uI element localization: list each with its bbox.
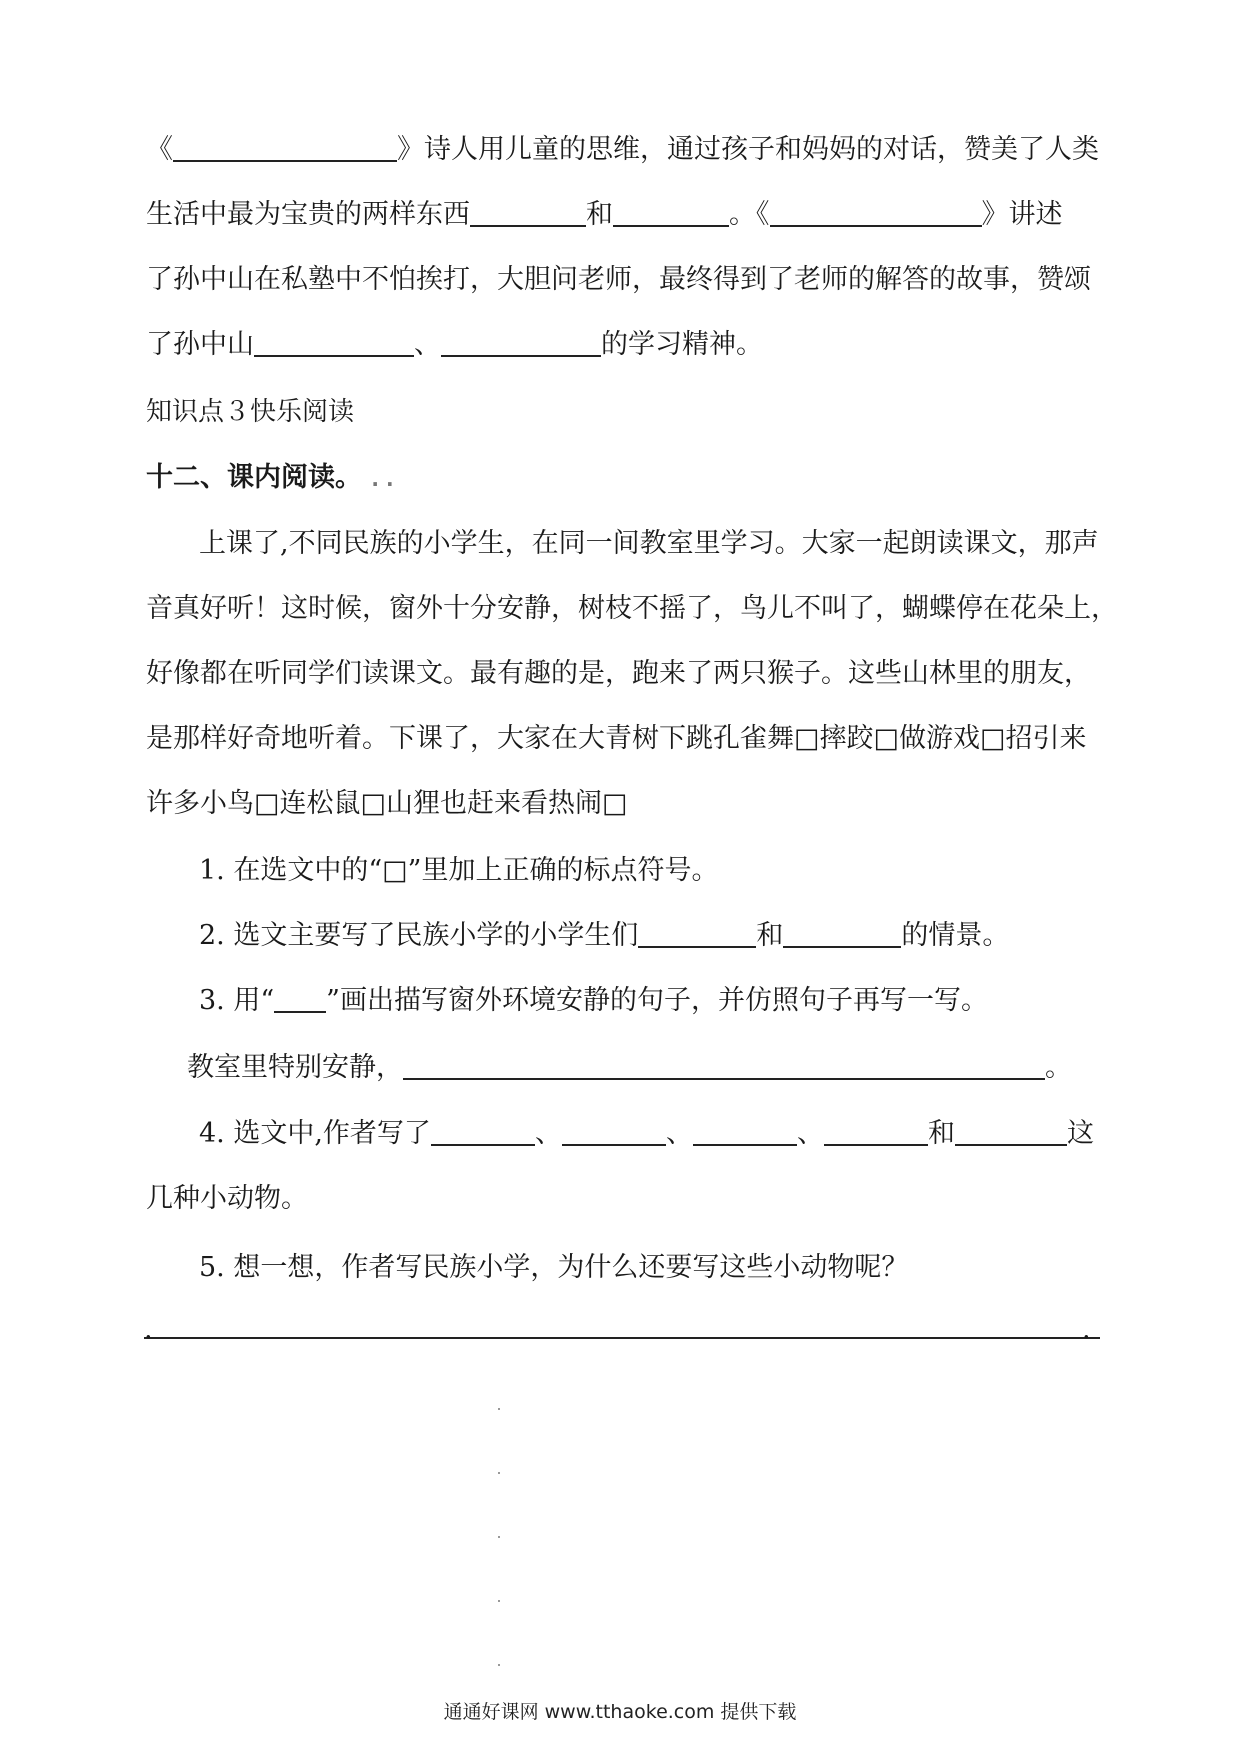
scan-speck: [498, 1408, 500, 1410]
text: 生活中最为宝贵的两样东西: [146, 199, 470, 230]
question-5: 5. 想一想，作者写民族小学，为什么还要写这些小动物呢？: [199, 1252, 909, 1283]
text: 和: [586, 199, 613, 230]
blank-spirit-1[interactable]: [254, 327, 414, 357]
question-4: [199, 1116, 1094, 1152]
blank-poem-title[interactable]: [173, 132, 397, 162]
top-line-1: [146, 132, 1099, 168]
blank-story-title[interactable]: [770, 197, 982, 227]
text: 教室里特别安静，: [187, 1052, 403, 1083]
knowledge-point-label: 知识点３快乐阅读: [146, 397, 355, 427]
text: 、: [796, 1118, 824, 1149]
scan-speck: [498, 1664, 500, 1666]
text: 。《: [729, 199, 770, 230]
text: 、: [534, 1118, 562, 1149]
text: 。: [1045, 1052, 1072, 1083]
text: 3. 用“: [199, 985, 275, 1016]
answer-line[interactable]: [144, 1337, 1100, 1339]
answer-line-end-dot: .: [1082, 1314, 1091, 1345]
blank-animal-4[interactable]: [824, 1116, 928, 1146]
question-1: 1. 在选文中的“□”里加上正确的标点符号。: [199, 855, 719, 886]
answer-line-start-dot: .: [144, 1314, 153, 1345]
blank-spirit-2[interactable]: [441, 327, 601, 357]
passage-line-1: 上课了,不同民族的小学生，在同一间教室里学习。大家一起朗读课文，那声: [199, 528, 1099, 559]
scan-speck: [498, 1600, 500, 1602]
footer-credit: 通通好课网 www.tthaoke.com 提供下载: [443, 1701, 797, 1723]
text: 》讲述: [981, 199, 1063, 230]
question-2: [199, 918, 1009, 954]
top-line-2: [146, 197, 1063, 233]
text: 了孙中山: [146, 329, 254, 360]
text: 、: [665, 1118, 693, 1149]
blank-animal-2[interactable]: [562, 1116, 666, 1146]
text: 2. 选文主要写了民族小学的小学生们: [199, 920, 639, 951]
text: 、: [414, 329, 441, 360]
blank-animal-5[interactable]: [955, 1116, 1067, 1146]
question-3-prompt: [187, 1050, 1072, 1086]
blank-animal-1[interactable]: [431, 1116, 535, 1146]
text: 》诗人用儿童的思维，通过孩子和妈妈的对话，赞美了人类: [397, 134, 1099, 165]
blank-sentence[interactable]: [403, 1050, 1045, 1080]
scan-speck: [498, 1472, 500, 1474]
text: ”画出描写窗外环境安静的句子，并仿照句子再写一写。: [326, 985, 988, 1016]
blank-activity-2[interactable]: [783, 918, 901, 948]
blank-thing-2[interactable]: [613, 197, 729, 227]
text: 《: [146, 134, 173, 165]
passage-line-3: 好像都在听同学们读课文。最有趣的是，跑来了两只猴子。这些山林里的朋友，: [146, 658, 1091, 689]
heading-text: 十二、课内阅读。: [146, 462, 362, 493]
blank-animal-3[interactable]: [693, 1116, 797, 1146]
text: 和: [756, 920, 784, 951]
text: 的情景。: [901, 920, 1010, 951]
top-line-3: 了孙中山在私塾中不怕挨打，大胆问老师，最终得到了老师的解答的故事，赞颂: [146, 264, 1091, 295]
text: 和: [927, 1118, 955, 1149]
text: 这: [1066, 1118, 1094, 1149]
passage-line-4: 是那样好奇地听着。下课了，大家在大青树下跳孔雀舞□摔跤□做游戏□招引来: [146, 723, 1087, 754]
passage-line-5: 许多小鸟□连松鼠□山狸也赶来看热闹□: [146, 788, 628, 819]
question-4-continued: 几种小动物。: [146, 1183, 308, 1214]
heading-dots: . .: [371, 467, 394, 491]
passage-line-2: 音真好听！这时候，窗外十分安静，树枝不摇了，鸟儿不叫了，蝴蝶停在花朵上，: [146, 593, 1118, 624]
blank-activity-1[interactable]: [638, 918, 756, 948]
text: 4. 选文中,作者写了: [199, 1118, 431, 1149]
scan-speck: [498, 1536, 500, 1538]
top-line-4: [146, 327, 763, 363]
underline-sample: [274, 983, 326, 1013]
question-3: [199, 983, 988, 1019]
blank-thing-1[interactable]: [470, 197, 586, 227]
text: 的学习精神。: [601, 329, 763, 360]
section-heading: [146, 460, 394, 497]
